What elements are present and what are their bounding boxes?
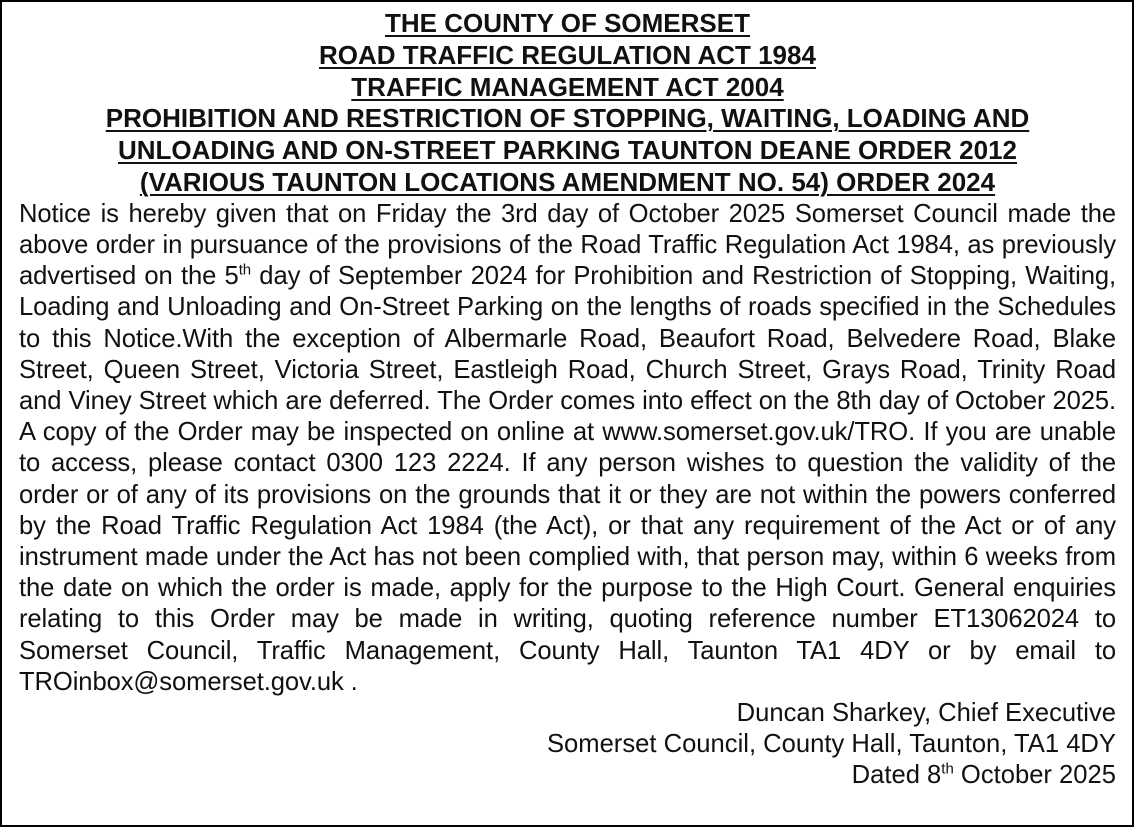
- body-text-part-1: Notice is hereby given that on Friday the 3rd day of October 2025 Somerset Council made the above order in pursuance of the provisions of the Road Traffic Regulation Act 1984, as previously advertised on the 5: [19, 199, 1116, 291]
- notice-body: [19, 199, 1116, 698]
- heading-line-amendment: (VARIOUS TAUNTON LOCATIONS AMENDMENT NO. 54) ORDER 2024: [139, 166, 996, 197]
- notice-heading: [19, 8, 1116, 199]
- signature-block: [19, 698, 1116, 792]
- body-text-part-2: day of September 2024 for Prohibition and Restriction of Stopping, Waiting, Loading and Unloading and On-Street Parking on the lengths of roads specified in the Schedules to this Notice.With the exception of Albermarle Road, Beaufort Road, Belvedere Road, Blake Street, Queen Street, Victoria Street, Eastleigh Road, Church Street, Grays Road, Trinity Road and Viney Street which are deferred. The Order comes into effect on the 8th day of October 2025. A copy of the Order may be inspected on online at www.somerset.gov.uk/TRO. If you are unable to access, please contact 0300 123 2224. If any person wishes to question the validity of the order or of any of its provisions on the grounds that it or they are not within the powers conferred by the Road Traffic Regulation Act 1984 (the Act), or that any requirement of the Act or of any instrument made under the Act has not been complied with, that person may, within 6 weeks from the date on which the order is made, apply for the purpose to the High Court. General enquiries relating to this Order may be made in writing, quoting reference number ET13062024 to Somerset Council, Traffic Management, County Hall, Taunton TA1 4DY or by email to TROinbox@somerset.gov.uk .: [19, 262, 1116, 696]
- date-prefix: Dated 8: [851, 761, 942, 790]
- notice-date: [19, 760, 1116, 791]
- heading-line-county: THE COUNTY OF SOMERSET: [385, 8, 750, 38]
- signatory-name: Duncan Sharkey, Chief Executive: [736, 699, 1116, 728]
- signatory-address: Somerset Council, County Hall, Taunton, TA1 4DY: [546, 730, 1116, 759]
- ordinal-suffix: th: [238, 261, 251, 279]
- date-ordinal-suffix: th: [941, 760, 954, 778]
- heading-line-unloading: UNLOADING AND ON-STREET PARKING TAUNTON DEANE ORDER 2012: [118, 135, 1017, 166]
- heading-line-rtra-1984: ROAD TRAFFIC REGULATION ACT 1984: [319, 39, 816, 70]
- heading-line-tma-2004: TRAFFIC MANAGEMENT ACT 2004: [351, 71, 784, 102]
- date-suffix: October 2025: [953, 761, 1116, 790]
- heading-line-prohibition: PROHIBITION AND RESTRICTION OF STOPPING, WAITING, LOADING AND: [105, 103, 1030, 134]
